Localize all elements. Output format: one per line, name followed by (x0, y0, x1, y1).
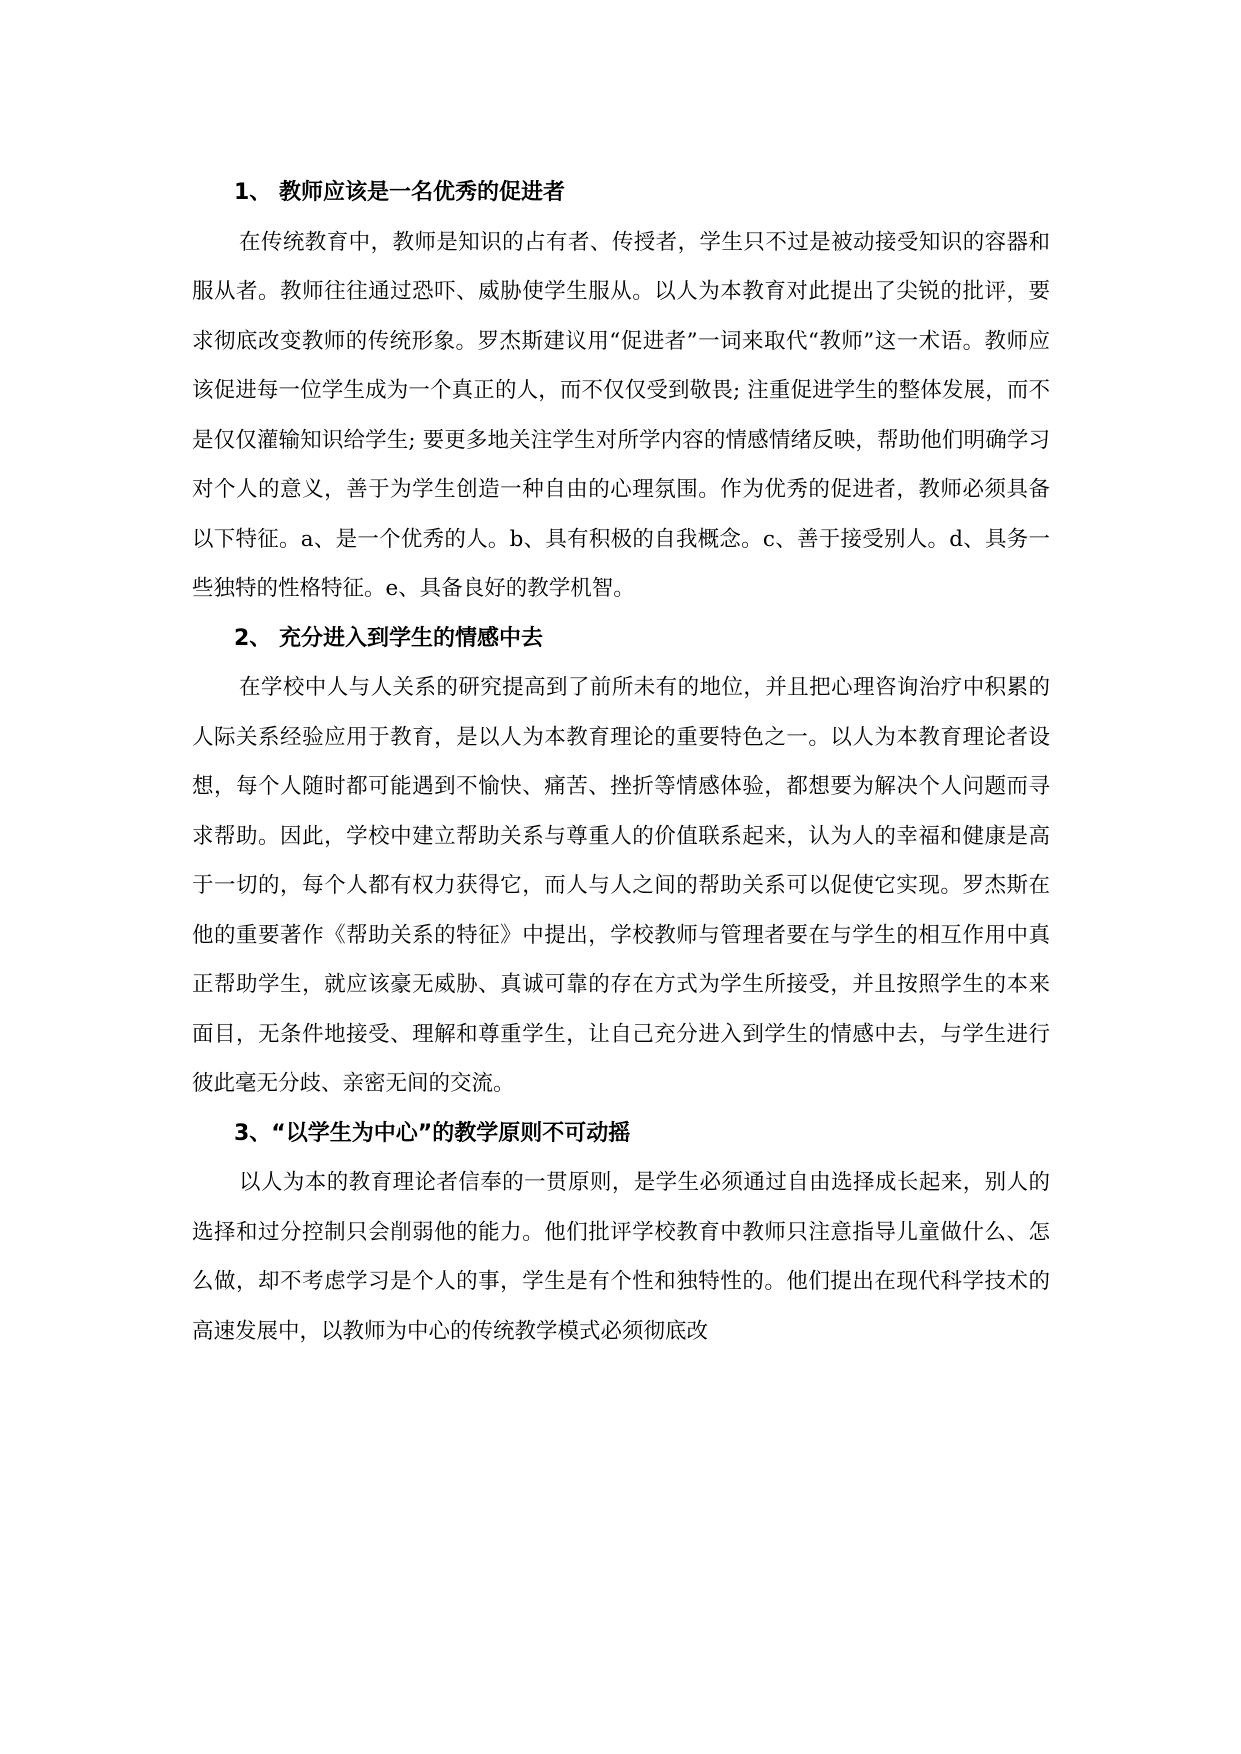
section-2-heading: 2、 充分进入到学生的情感中去 (234, 625, 543, 651)
section-3-paragraph: 以人为本的教育理论者信奉的一贯原则，是学生必须通过自由选择成长起来，别人的选择和过分控制只会削弱他的能力。他们批评学校教育中教师只注意指导儿童做什么、怎么做，却不考虑学习是个人的事，学生是有个性和独特性的。他们提出在现代科学技术的高速发展中，以教师为中心的传统教学模式必须彻底改 (192, 1170, 1050, 1344)
section-1-paragraph: 在传统教育中，教师是知识的占有者、传授者，学生只不过是被动接受知识的容器和服从者。教师往往通过恐吓、威胁使学生服从。以人为本教育对此提出了尖锐的批评，要求彻底改变教师的传统形象。罗杰斯建议用“促进者”一词来取代“教师”这一术语。教师应该促进每一位学生成为一个真正的人，而不仅仅受到敬畏; 注重促进学生的整体发展，而不是仅仅灌输知识给学生; 要更多地关注学生对所学内容的情感情绪反映，帮助他们明确学习对个人的意义，善于为学生创造一种自由的心理氛围。作为优秀的促进者，教师必须具备以下特征。a、是一个优秀的人。b、具有积极的自我概念。c、善于接受别人。d、具务一些独特的性格特征。e、具备良好的教学机智。 (192, 229, 1050, 601)
document-page (192, 168, 1050, 1356)
section-1-heading: 1、 教师应该是一名优秀的促进者 (234, 180, 565, 205)
section-2-paragraph: 在学校中人与人关系的研究提高到了前所未有的地位，并且把心理咨询治疗中积累的人际关系经验应用于教育，是以人为本教育理论的重要特色之一。以人为本教育理论者设想，每个人随时都可能遇到不愉快、痛苦、挫折等情感体验，都想要为解决个人问题而寻求帮助。因此，学校中建立帮助关系与尊重人的价值联系起来，认为人的幸福和健康是高于一切的，每个人都有权力获得它，而人与人之间的帮助关系可以促使它实现。罗杰斯在他的重要著作《帮助关系的特征》中提出，学校教师与管理者要在与学生的相互作用中真正帮助学生，就应该豪无威胁、真诚可靠的存在方式为学生所接受，并且按照学生的本来面目，无条件地接受、理解和尊重学生，让自己充分进入到学生的情感中去，与学生进行彼此毫无分歧、亲密无间的交流。 (192, 675, 1050, 1096)
section-1 (192, 168, 1050, 614)
section-3 (192, 1109, 1050, 1357)
section-3-heading: 3、“以学生为中心”的教学原则不可动摇 (234, 1120, 631, 1146)
section-2 (192, 614, 1050, 1109)
